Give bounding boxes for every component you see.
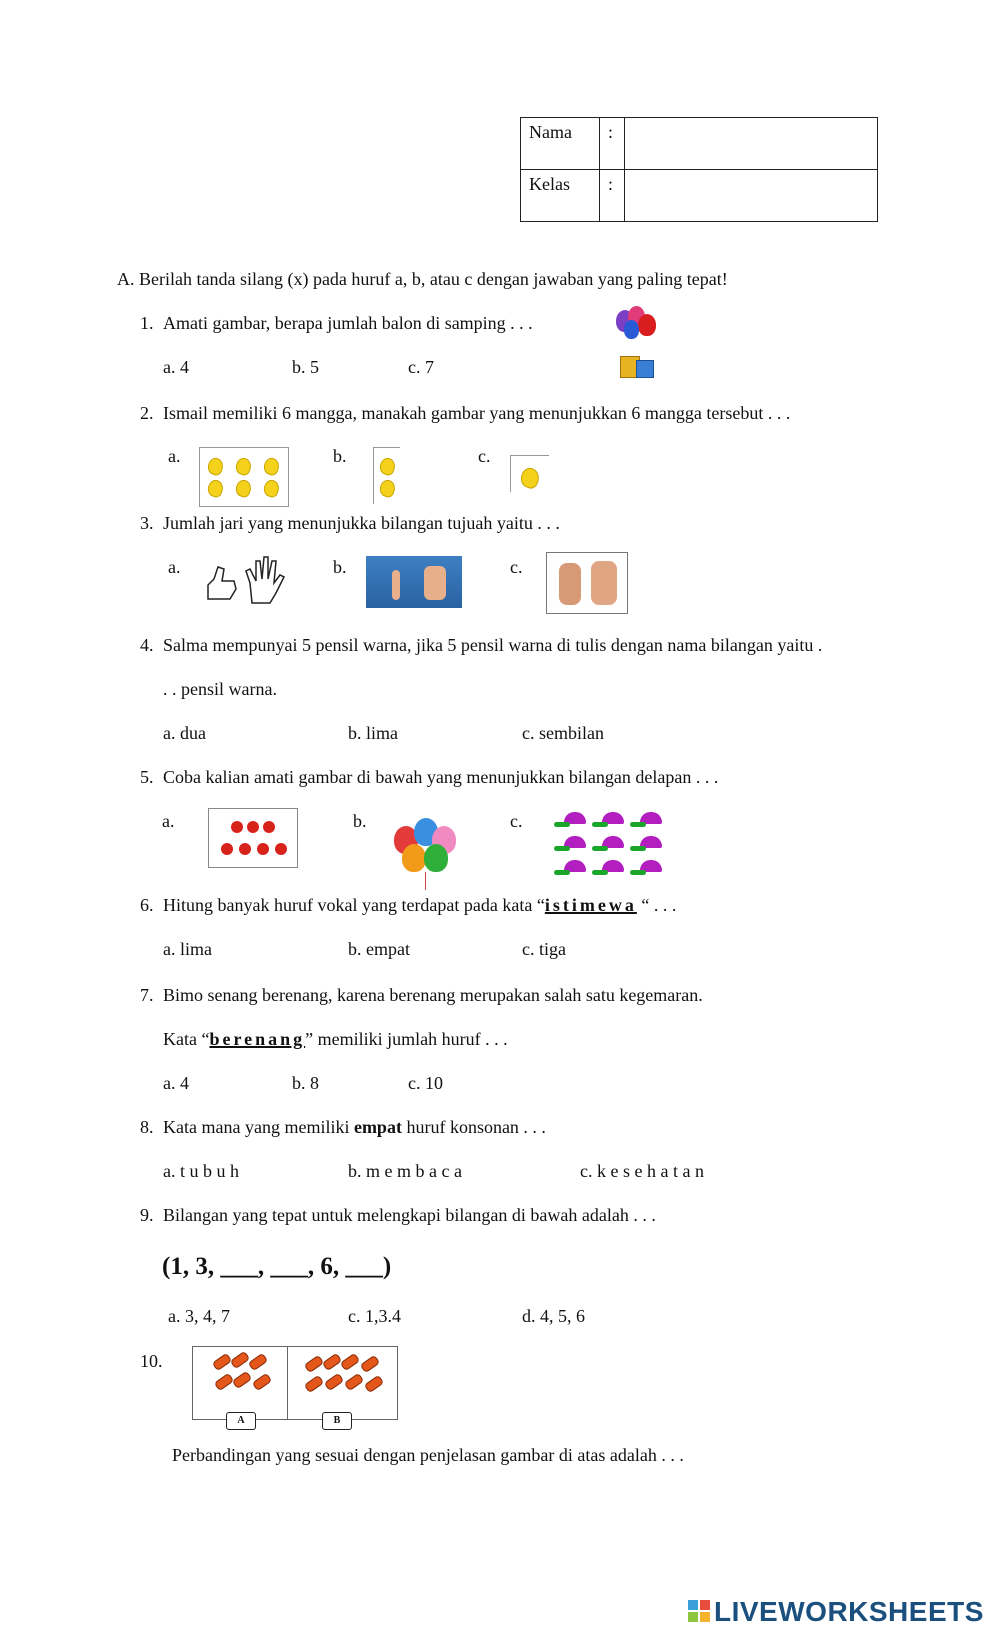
q1-option-c[interactable]: c. 7	[408, 357, 434, 377]
q8-option-b[interactable]: b. m e m b a c a	[348, 1161, 462, 1181]
q10-number: 10.	[140, 1351, 163, 1371]
q2-option-a[interactable]: a.	[168, 446, 181, 466]
q2-option-b[interactable]: b.	[333, 446, 347, 466]
box-a-label: A	[226, 1412, 256, 1430]
q8-option-c[interactable]: c. k e s e h a t a n	[580, 1161, 704, 1181]
name-label: Nama	[521, 118, 600, 170]
fingers-photo-b	[366, 556, 462, 608]
balloons-gift-image	[612, 304, 672, 384]
q2-number: 2.	[140, 403, 154, 423]
q4-option-b[interactable]: b. lima	[348, 723, 398, 743]
q3-number: 3.	[140, 513, 154, 533]
q8-option-a[interactable]: a. t u b u h	[163, 1161, 239, 1181]
fingers-photo-c	[546, 552, 628, 614]
six-mangoes-image	[199, 447, 289, 507]
q5-option-b[interactable]: b.	[353, 811, 367, 831]
candy-comparison-image	[192, 1346, 398, 1420]
q6-word: istimewa	[544, 895, 637, 915]
q6-text: Hitung banyak huruf vokal yang terdapat pada kata “istimewa “ . . .	[163, 895, 677, 915]
q10-text: Perbandingan yang sesuai dengan penjelasan gambar di atas adalah . . .	[172, 1445, 684, 1465]
q4-option-a[interactable]: a. dua	[163, 723, 206, 743]
box-b-label: B	[322, 1412, 352, 1430]
q9-option-a[interactable]: a. 3, 4, 7	[168, 1306, 230, 1326]
q9-sequence: (1, 3, ___, ___, 6, ___)	[162, 1253, 392, 1280]
two-mangoes-image	[373, 447, 400, 504]
thumb-and-open-hand-image	[200, 553, 298, 605]
q6-option-b[interactable]: b. empat	[348, 939, 410, 959]
q3-option-c[interactable]: c.	[510, 557, 523, 577]
class-label: Kelas	[521, 170, 600, 222]
q8-bold-word: empat	[353, 1117, 402, 1137]
section-a-instruction: A. Berilah tanda silang (x) pada huruf a, b, atau c dengan jawaban yang paling tepat!	[117, 269, 728, 289]
q9-number: 9.	[140, 1205, 154, 1225]
liveworksheets-logo-icon	[688, 1600, 710, 1622]
q9-option-b[interactable]: c. 1,3.4	[348, 1306, 401, 1326]
q7-option-a[interactable]: a. 4	[163, 1073, 189, 1093]
q5-option-c[interactable]: c.	[510, 811, 523, 831]
class-colon: :	[600, 170, 625, 222]
q6-number: 6.	[140, 895, 154, 915]
q7-option-c[interactable]: c. 10	[408, 1073, 443, 1093]
q9-option-c[interactable]: d. 4, 5, 6	[522, 1306, 585, 1326]
q7-option-b[interactable]: b. 8	[292, 1073, 319, 1093]
q6-option-a[interactable]: a. lima	[163, 939, 212, 959]
nine-caps-image	[550, 810, 668, 882]
q6-option-c[interactable]: c. tiga	[522, 939, 566, 959]
class-field[interactable]	[625, 170, 878, 222]
q1-number: 1.	[140, 313, 154, 333]
q7-text: Bimo senang berenang, karena berenang merupakan salah satu kegemaran.	[163, 985, 703, 1005]
q4-number: 4.	[140, 635, 154, 655]
q3-option-b[interactable]: b.	[333, 557, 347, 577]
q2-option-c[interactable]: c.	[478, 446, 491, 466]
q5-option-a[interactable]: a.	[162, 811, 175, 831]
liveworksheets-logo[interactable]: LIVEWORKSHEETS	[714, 1596, 984, 1627]
seven-apples-image	[208, 808, 298, 868]
q1-option-b[interactable]: b. 5	[292, 357, 319, 377]
q3-text: Jumlah jari yang menunjukka bilangan tujuah yaitu . . .	[163, 513, 560, 533]
q8-number: 8.	[140, 1117, 154, 1137]
q7-word: berenang	[209, 1029, 306, 1049]
q5-text: Coba kalian amati gambar di bawah yang menunjukkan bilangan delapan . . .	[163, 767, 719, 787]
name-field[interactable]	[625, 118, 878, 170]
q4-text-continued: . . pensil warna.	[163, 679, 277, 699]
q4-text: Salma mempunyai 5 pensil warna, jika 5 pensil warna di tulis dengan nama bilangan yaitu .	[163, 635, 823, 655]
q1-text: Amati gambar, berapa jumlah balon di samping . . .	[163, 313, 533, 333]
identity-table	[520, 117, 878, 222]
q2-text: Ismail memiliki 6 mangga, manakah gambar yang menunjukkan 6 mangga tersebut . . .	[163, 403, 791, 423]
q1-option-a[interactable]: a. 4	[163, 357, 189, 377]
q8-text: Kata mana yang memiliki empat huruf konsonan . . .	[163, 1117, 546, 1137]
q7-number: 7.	[140, 985, 154, 1005]
q4-option-c[interactable]: c. sembilan	[522, 723, 604, 743]
q5-number: 5.	[140, 767, 154, 787]
name-colon: :	[600, 118, 625, 170]
q9-text: Bilangan yang tepat untuk melengkapi bilangan di bawah adalah . . .	[163, 1205, 656, 1225]
five-balloons-image	[392, 816, 462, 892]
one-mango-image	[510, 455, 549, 492]
q3-option-a[interactable]: a.	[168, 557, 181, 577]
q7-text-continued: Kata “berenang” memiliki jumlah huruf . . .	[163, 1029, 508, 1049]
